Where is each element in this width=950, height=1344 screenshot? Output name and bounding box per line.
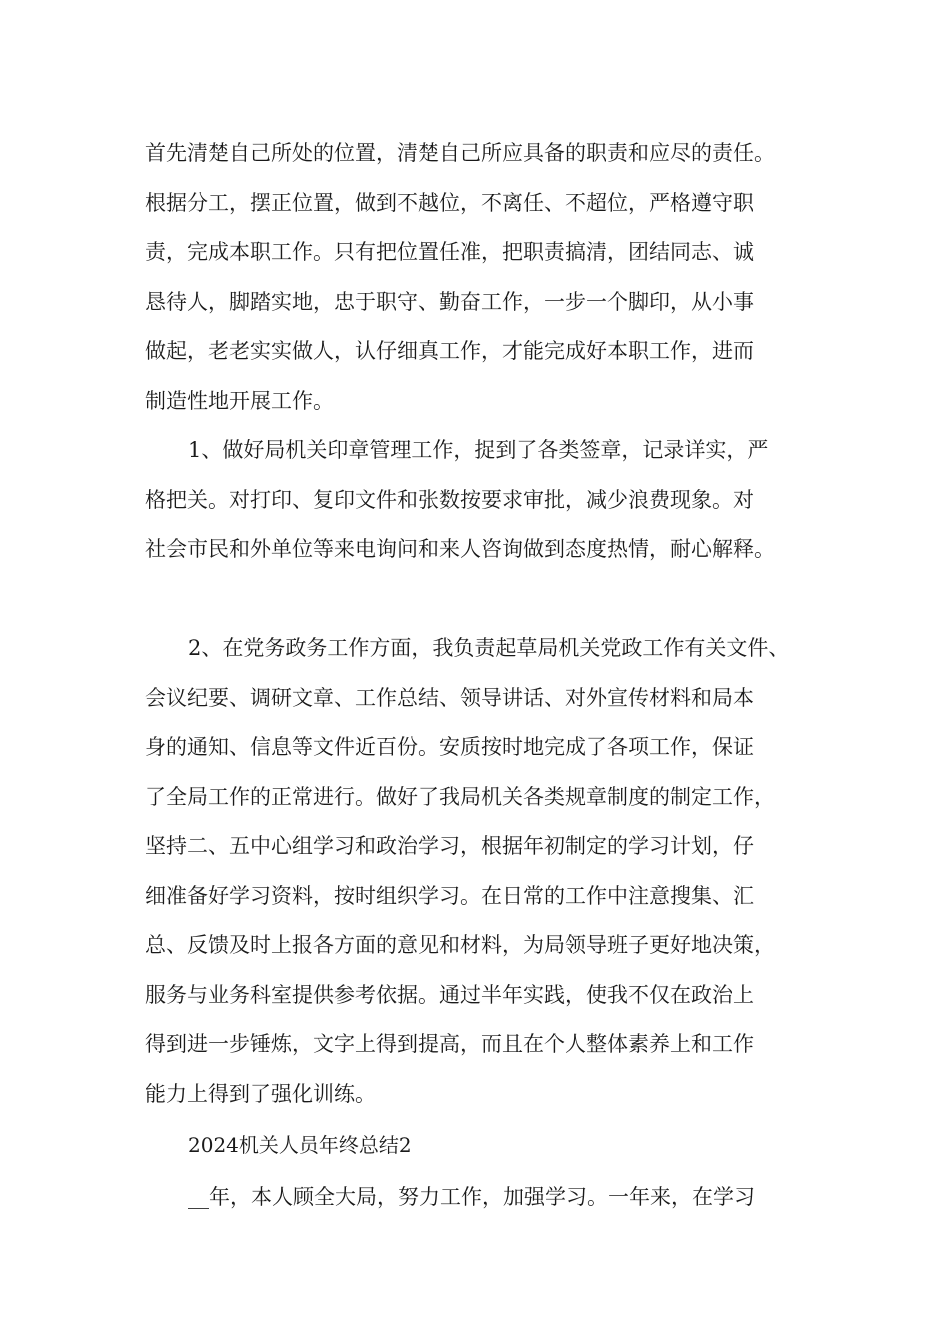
body-text-line: 2、在党务政务工作方面，我负责起草局机关党政工作有关文件、 (188, 636, 790, 660)
body-text-line: 能力上得到了强化训练。 (145, 1082, 376, 1106)
body-text-line: 坚持二、五中心组学习和政治学习，根据年初制定的学习计划，仔 (145, 834, 754, 858)
body-text-line: 服务与业务科室提供参考依据。通过半年实践，使我不仅在政治上 (145, 983, 754, 1007)
body-text-line: 得到进一步锤炼，文字上得到提高，而且在个人整体素养上和工作 (145, 1032, 754, 1056)
body-text-line: 1、做好局机关印章管理工作，捉到了各类签章，记录详实，严 (188, 438, 769, 462)
body-text-line: 做起，老老实实做人，认仔细真工作，才能完成好本职工作，进而 (145, 339, 754, 363)
body-text-line: 格把关。对打印、复印文件和张数按要求审批，减少浪费现象。对 (145, 488, 754, 512)
body-text-line: 根据分工，摆正位置，做到不越位，不离任、不超位，严格遵守职 (145, 191, 754, 215)
body-text-line: 责，完成本职工作。只有把位置任准，把职责搞清，团结同志、诚 (145, 240, 754, 264)
body-text-line: 制造性地开展工作。 (145, 389, 334, 413)
body-text-line: __年，本人顾全大局，努力工作，加强学习。一年来，在学习 (188, 1185, 755, 1209)
body-text-line: 细准备好学习资料，按时组织学习。在日常的工作中注意搜集、汇 (145, 884, 754, 908)
body-text-line: 会议纪要、调研文章、工作总结、领导讲话、对外宣传材料和局本 (145, 686, 754, 710)
body-text-line: 了全局工作的正常进行。做好了我局机关各类规章制度的制定工作， (145, 785, 775, 809)
body-text-line: 首先清楚自己所处的位置，清楚自己所应具备的职责和应尽的责任。 (145, 141, 775, 165)
body-text-line: 社会市民和外单位等来电询问和来人咨询做到态度热情，耐心解释。 (145, 537, 775, 561)
body-text-line: 身的通知、信息等文件近百份。安质按时地完成了各项工作，保证 (145, 735, 754, 759)
body-text-line: 总、反馈及时上报各方面的意见和材料，为局领导班子更好地决策， (145, 933, 775, 957)
section-title: 2024机关人员年终总结2 (188, 1133, 412, 1157)
body-text-line: 恳待人，脚踏实地，忠于职守、勤奋工作，一步一个脚印，从小事 (145, 290, 754, 314)
